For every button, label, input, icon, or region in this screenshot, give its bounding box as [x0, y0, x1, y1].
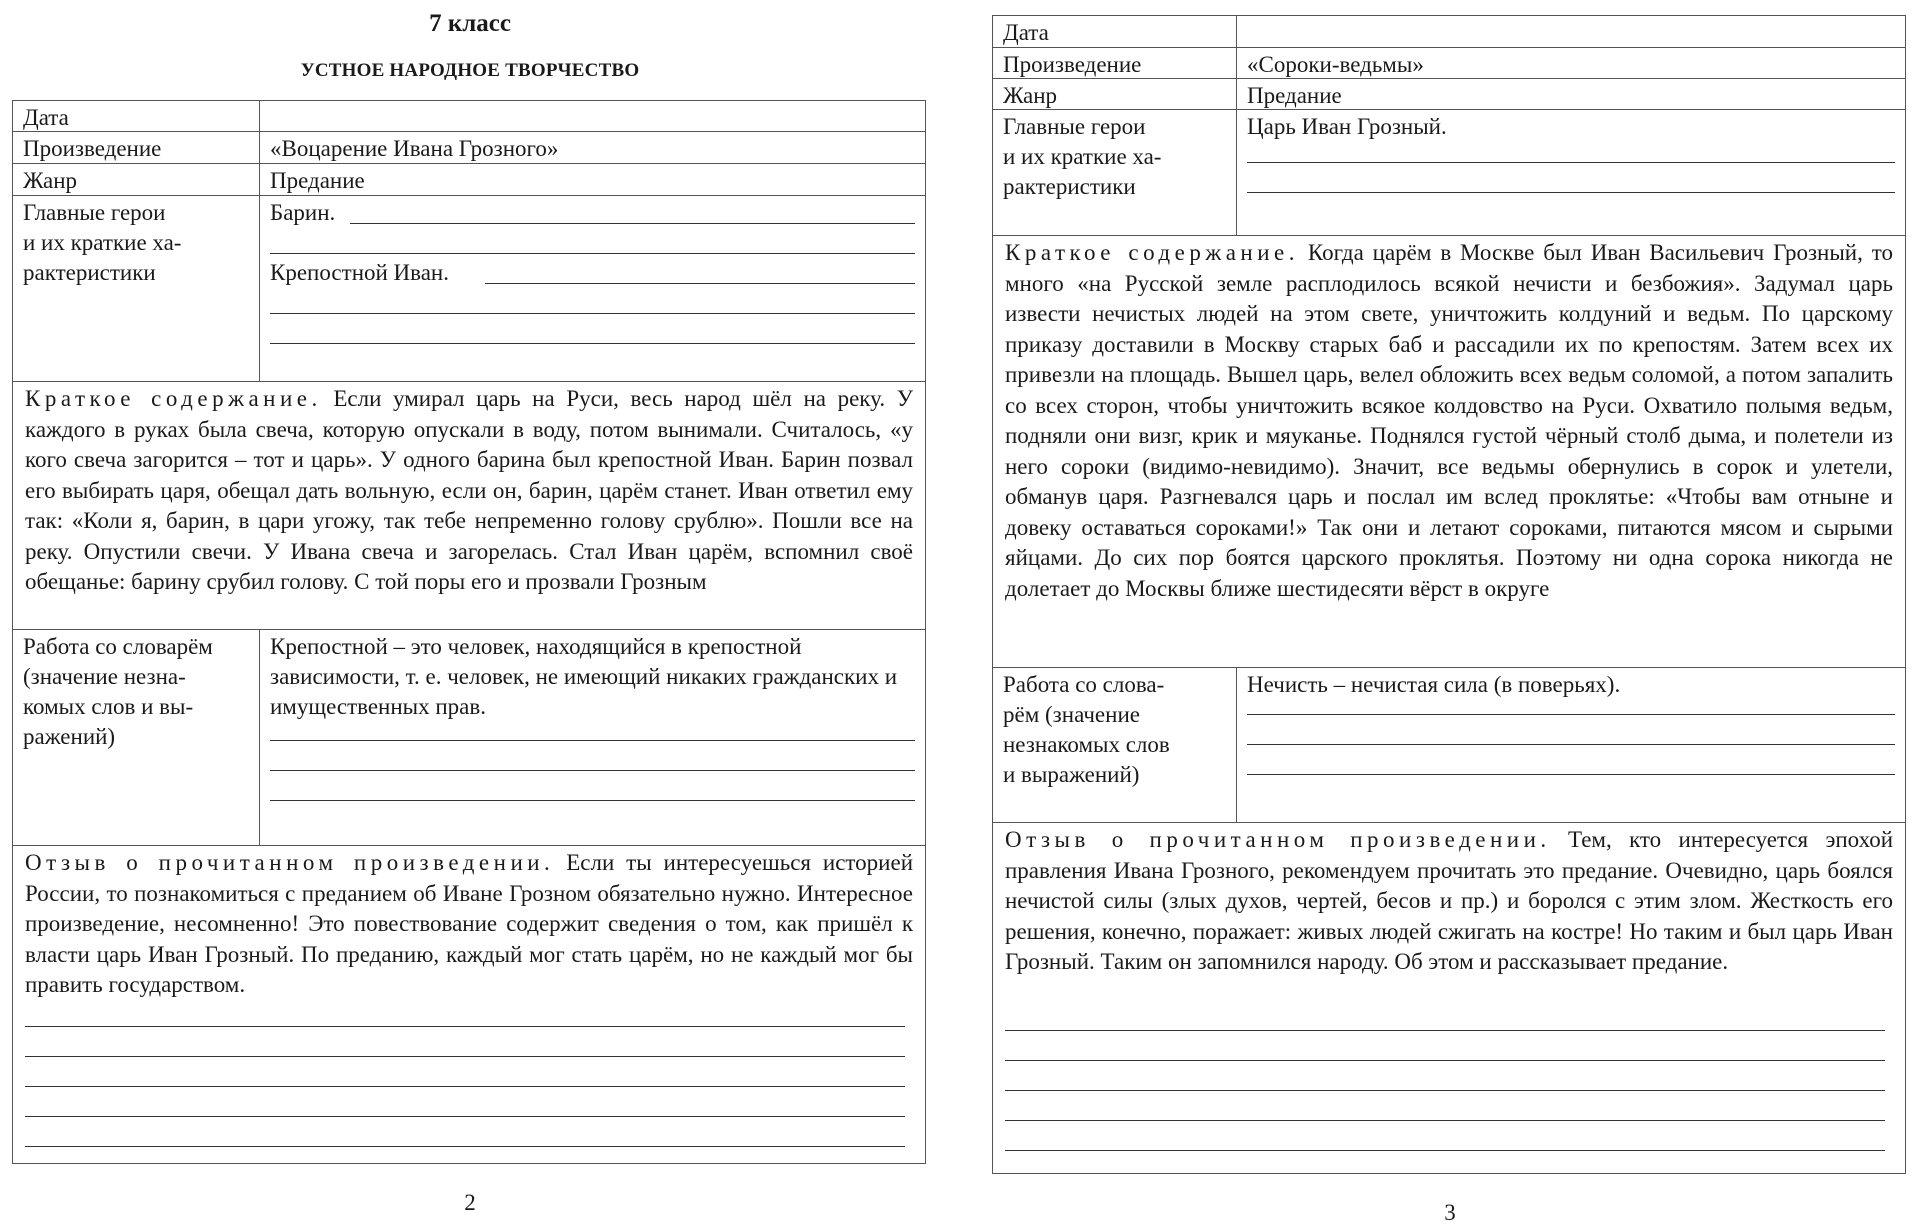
vocab-label: [993, 668, 1237, 822]
row-vocabulary: [13, 630, 925, 846]
row-heroes: [13, 196, 925, 382]
page-number-right: 3: [1444, 1200, 1456, 1225]
blank-line-row: [270, 318, 915, 348]
blank-line-row: [270, 756, 915, 786]
reading-card-left: [12, 100, 926, 1164]
blank-line-row: [270, 288, 915, 318]
work-title: «Воцарение Ивана Грозного»: [270, 136, 559, 161]
heroes-content: [260, 196, 925, 381]
blank-line-row: [270, 228, 915, 258]
genre-value: Предание: [270, 168, 365, 193]
reading-card-right: [992, 15, 1906, 1174]
row-summary: [13, 382, 925, 630]
genre-label: Жанр: [13, 164, 260, 195]
summary-text: Если умирал царь на Руси, весь народ шёл на реку. У каждого в руках была свеча, которую опускали в воду, потом вынимали. Считалось, «у кого свеча загорится – тот и царь». У одного барина был крепостной Иван. Барин позвал его выбирать царя, обещал дать вольную, если он, барин, царём станет. Иван ответил ему так: «Коли я, барин, в цари угожу, так тебе непременно голову срублю». Пошли все на реку. Опустили свечи. У Ивана свеча и загорелась. Стал Иван царём, вспомнил своё обещанье: барину срубил голову. С той поры его и прозвали Грозным: [25, 386, 913, 594]
heroes-label-line: Главные герои: [23, 200, 166, 225]
blank-line-row: [270, 786, 915, 816]
vocab-text: Крепостной – это человек, находящийся в крепостной зависимости, т. е. человек, не имеющий никаких гражданских и имущественных прав.: [270, 634, 898, 719]
vocab-content: [1237, 668, 1905, 822]
row-genre: [993, 79, 1905, 110]
writing-line[interactable]: [270, 770, 915, 771]
review-text: Тем, кто интересуется эпохой правления Ивана Грозного, рекомендуем прочитать это предание. Очевидно, царь боялся нечистой силы (злых духов, чертей, бесов и пр.) и боролся с этим злом. Жесткость его решения, конечно, поражает: живых людей сжигать на костре! Но таким и был царь Иван Грозный. Таким он запомнился народу. Об этом и рассказывает предание.: [1005, 827, 1894, 974]
summary-block: [13, 382, 925, 629]
row-genre: [13, 164, 925, 196]
writing-line[interactable]: [1247, 192, 1895, 193]
writing-line[interactable]: [270, 740, 915, 741]
summary-text: Когда царём в Москве был Иван Васильевич Грозный, то много «на Русской земле расплодилось всякой нечисти и безбожия». Задумал царь извести нечистых людей на этом свете, уничтожить колдуний и ведьм. По царскому приказу доставили в Москву старых баб и рассадили их по крепостям. Затем всех их привезли на площадь. Вышел царь, велел обложить всех ведьм соломой, а потом запалить со всех сторон, чтобы уничтожить всякое колдовство на Руси. Охватило полымя ведьм, подняли они визг, крик и мяуканье. Поднялся густой чёрный столб дыма, и полетели из него сороки (видимо-невидимо). Значит, все ведьмы обернулись в сорок и улетели, обманув царя. Разгневался царь и послал им вслед проклятье: «Чтобы вам отныне и довеку оставаться сороками!» Так они и летают сороками, питаются мясом и сырыми яйцами. До сих пор боятся царского проклятья. Поэтому ни одна сорока никогда не долетает до Москвы ближе шестидесяти вёрст в округе: [1005, 240, 1893, 601]
page-number-left: 2: [464, 1190, 476, 1215]
vocab-label-line: комых слов и вы-: [23, 694, 194, 719]
genre-label: Жанр: [993, 79, 1237, 109]
vocab-label-line: Работа со словарём: [23, 634, 213, 659]
row-summary: [993, 236, 1905, 668]
row-review: [993, 823, 1905, 1173]
writing-line[interactable]: [1005, 1150, 1885, 1151]
blank-line-row: [1247, 142, 1895, 172]
writing-line[interactable]: [1247, 162, 1895, 163]
writing-line[interactable]: [1005, 1090, 1885, 1091]
summary-label: Краткое содержание.: [25, 386, 322, 411]
writing-line[interactable]: [485, 283, 915, 284]
writing-line[interactable]: [25, 1116, 905, 1117]
blank-line-row: [1247, 700, 1895, 730]
writing-line[interactable]: [350, 223, 915, 224]
row-review: [13, 846, 925, 1163]
blank-line-row: [270, 726, 915, 756]
hero-entry: [270, 258, 915, 288]
vocab-text: Нечисть – нечистая сила (в поверьях).: [1247, 672, 1621, 697]
writing-line[interactable]: [1247, 774, 1895, 775]
blank-line-row: [1247, 172, 1895, 202]
heroes-label-line: Главные герои: [1003, 114, 1146, 139]
grade-heading: 7 класс: [429, 10, 511, 37]
hero-name: Крепостной Иван.: [270, 260, 449, 285]
heroes-label: [993, 110, 1237, 235]
genre-value: Предание: [1247, 83, 1342, 108]
row-date: [993, 16, 1905, 48]
vocab-label-line: (значение незна-: [23, 664, 186, 689]
hero-name: Барин.: [270, 200, 336, 225]
heroes-content: [1237, 110, 1905, 235]
date-label: Дата: [993, 16, 1237, 47]
summary-block: [993, 236, 1905, 667]
writing-line[interactable]: [270, 313, 915, 314]
review-text: Если ты интересуешься историей России, то познакомиться с преданием об Иване Грозном обязательно нужно. Интересное произведение, несомненно! Это повествование содержит сведения о том, как пришёл к власти царь Иван Грозный. По преданию, каждый мог стать царём, но не каждый мог бы править государством.: [25, 850, 913, 997]
vocab-label-line: рём (значение: [1003, 702, 1140, 727]
vocab-label-line: незнакомых слов: [1003, 732, 1170, 757]
row-date: [13, 101, 925, 132]
writing-line[interactable]: [1005, 1030, 1885, 1031]
blank-line-row: [1247, 730, 1895, 760]
writing-line[interactable]: [25, 1146, 905, 1147]
review-label: Отзыв о прочитанном произведении.: [25, 850, 555, 875]
vocab-label-line: Работа со слова-: [1003, 672, 1165, 697]
hero-name: Царь Иван Грозный.: [1247, 114, 1447, 139]
writing-line[interactable]: [270, 343, 915, 344]
hero-entry: [270, 198, 915, 228]
heroes-label-line: и их краткие ха-: [1003, 144, 1162, 169]
vocab-content: [260, 630, 925, 845]
vocab-label-line: ражений): [23, 724, 116, 749]
writing-line[interactable]: [270, 253, 915, 254]
row-work: [13, 132, 925, 164]
writing-line[interactable]: [25, 1056, 905, 1057]
work-title: «Сороки-ведьмы»: [1247, 52, 1424, 77]
blank-line-row: [1247, 760, 1895, 790]
writing-line[interactable]: [270, 800, 915, 801]
section-heading: УСТНОЕ НАРОДНОЕ ТВОРЧЕСТВО: [300, 60, 640, 81]
writing-line[interactable]: [1247, 714, 1895, 715]
heroes-label: [13, 196, 260, 381]
date-label: Дата: [13, 101, 260, 131]
writing-line[interactable]: [1247, 744, 1895, 745]
heroes-label-line: и их краткие ха-: [23, 230, 182, 255]
work-label: Произведение: [993, 48, 1237, 78]
heroes-label-line: рактеристики: [23, 260, 156, 285]
date-field[interactable]: [260, 101, 925, 131]
heroes-label-line: рактеристики: [1003, 174, 1136, 199]
writing-line[interactable]: [25, 1086, 905, 1087]
summary-label: Краткое содержание.: [1005, 240, 1300, 265]
writing-line[interactable]: [25, 1026, 905, 1027]
writing-line[interactable]: [1005, 1060, 1885, 1061]
writing-line[interactable]: [1005, 1120, 1885, 1121]
work-label: Произведение: [13, 132, 260, 163]
row-work: [993, 48, 1905, 79]
vocab-label: [13, 630, 260, 845]
row-heroes: [993, 110, 1905, 236]
vocab-label-line: и выражений): [1003, 762, 1140, 787]
row-vocabulary: [993, 668, 1905, 823]
review-label: Отзыв о прочитанном произведении.: [1005, 827, 1551, 852]
date-field[interactable]: [1237, 16, 1905, 47]
